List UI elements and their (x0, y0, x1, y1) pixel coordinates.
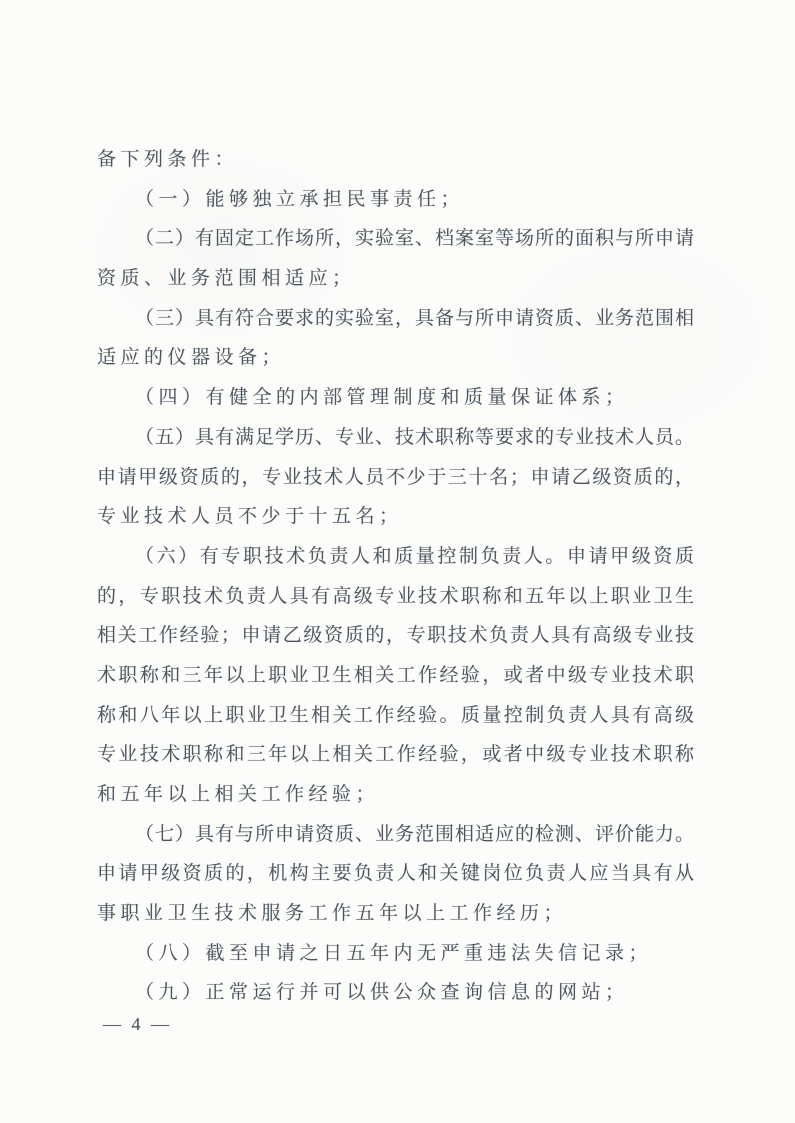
text-line-item-7: 申请甲级资质的，机构主要负责人和关键岗位负责人应当具有从 (97, 863, 694, 885)
text-line-intro: 备下列条件： (97, 149, 239, 170)
text-line-item-5: 专业技术人员不少于十五名； (97, 506, 403, 528)
text-line-item-6: 的，专职技术负责人具有高级专业技术职称和五年以上职业卫生 (97, 585, 694, 607)
page-number: — 4 — (103, 1014, 172, 1034)
text-line-item-7: 事职业卫生技术服务工作五年以上工作经历； (97, 903, 568, 925)
text-line-item-3: 适应的仪器设备； (97, 347, 286, 369)
text-line-item-8: （八）截至申请之日五年内无严重违法失信记录； (135, 942, 653, 964)
text-line-item-7: （七）具有与所申请资质、业务范围相适应的检测、评价能力。 (135, 823, 694, 845)
text-line-item-5: 申请甲级资质的，专业技术人员不少于三十名；申请乙级资质的， (97, 466, 694, 488)
text-line-item-2: （二）有固定工作场所，实验室、档案室等场所的面积与所申请 (135, 228, 694, 250)
text-line-item-9: （九）正常运行并可以供公众查询信息的网站； (135, 982, 629, 1004)
text-line-item-6: 称和八年以上职业卫生相关工作经验。质量控制负责人具有高级 (97, 704, 694, 726)
text-line-item-1: （一）能够独立承担民事责任； (135, 188, 465, 210)
text-line-item-6: （六）有专职技术负责人和质量控制负责人。申请甲级资质 (135, 545, 694, 567)
page-footer (103, 1014, 172, 1035)
text-line-item-6: 相关工作经验；申请乙级资质的，专职技术负责人具有高级专业技 (97, 625, 694, 647)
text-line-item-6: 术职称和三年以上职业卫生相关工作经验，或者中级专业技术职 (97, 664, 694, 686)
text-line-item-4: （四）有健全的内部管理制度和质量保证体系； (135, 387, 629, 409)
text-line-item-6: 和五年以上相关工作经验； (97, 784, 380, 805)
text-line-item-2: 资质、业务范围相适应； (97, 268, 356, 290)
text-line-item-3: （三）具有符合要求的实验室，具备与所申请资质、业务范围相 (135, 307, 694, 329)
text-line-item-5: （五）具有满足学历、专业、技术职称等要求的专业技术人员。 (135, 426, 694, 448)
document-body (97, 140, 694, 1013)
text-line-item-6: 专业技术职称和三年以上相关工作经验，或者中级专业技术职称 (97, 744, 694, 766)
